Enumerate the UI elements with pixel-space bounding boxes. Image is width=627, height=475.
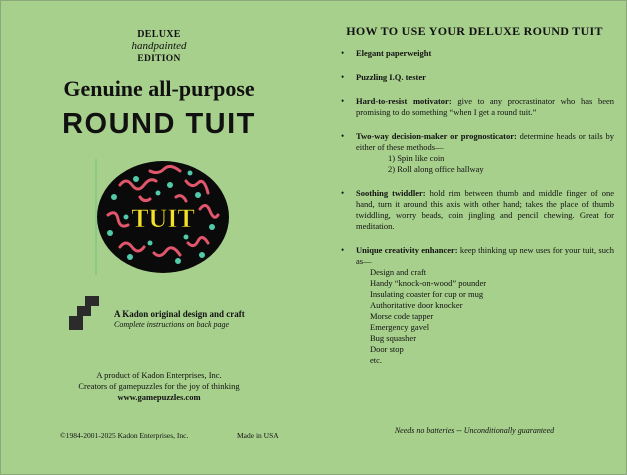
- use-item-text: determine heads or tails by either of these methods—: [356, 131, 614, 152]
- idea-item: Emergency gavel: [370, 322, 430, 332]
- edition-handpainted: handpainted: [131, 40, 187, 52]
- use-item-head: Hard-to-resist motivator:: [356, 96, 452, 106]
- kadon-logo-icon: [67, 296, 107, 332]
- use-item: [336, 48, 614, 59]
- use-item-head: Puzzling I.Q. tester: [356, 72, 426, 82]
- idea-item: etc.: [370, 355, 383, 365]
- product-info: [0, 370, 318, 403]
- made-in-usa: Made in USA: [237, 431, 279, 440]
- use-item-head: Two-way decision-maker or prognosticator:: [356, 131, 517, 141]
- subtitle-genuine: Genuine all-purpose: [63, 76, 255, 101]
- use-item: [336, 188, 614, 232]
- tuit-text: TUIT: [131, 204, 195, 233]
- use-item: [336, 72, 614, 83]
- product-company: A product of Kadon Enterprises, Inc.: [96, 370, 222, 380]
- use-item-text: hold rim between thumb and middle finger of one hand, turn it around this axis with other hand; takes the place of thumb twiddling, worry beads, coin jingling and pencil chewing. Great for meditation.: [356, 188, 614, 231]
- guarantee-footer: Needs no batteries -- Unconditionally guaranteed: [394, 426, 555, 435]
- idea-item: Door stop: [370, 344, 404, 354]
- use-item: [336, 131, 614, 175]
- idea-item: Design and craft: [370, 267, 427, 277]
- use-item: [336, 96, 614, 118]
- use-item: [336, 245, 614, 366]
- method-item: 1) Spin like coin: [388, 153, 445, 163]
- instructions-panel: [322, 0, 627, 475]
- use-item-head: Unique creativity enhancer:: [356, 245, 458, 255]
- round-tuit-logo: [90, 157, 230, 277]
- kadon-credit: A Kadon original design and craft: [114, 309, 245, 319]
- kadon-instructions-note: Complete instructions on back page: [114, 320, 230, 329]
- edition-label: EDITION: [137, 54, 181, 64]
- idea-item: Morse code tapper: [370, 311, 434, 321]
- copyright: ©1984-2001-2025 Kadon Enterprises, Inc.: [60, 431, 189, 440]
- idea-item: Insulating coaster for cup or mug: [370, 289, 484, 299]
- method-item: 2) Roll along office hallway: [388, 164, 484, 174]
- page-title: ROUND TUIT: [62, 108, 256, 140]
- product-tagline: Creators of gamepuzzles for the joy of thinking: [78, 381, 240, 391]
- edition-deluxe: DELUXE: [137, 29, 181, 40]
- instructions-title: HOW TO USE YOUR DELUXE ROUND TUIT: [346, 24, 603, 38]
- use-item-text: keep thinking up new uses for your tuit, such as—: [356, 245, 614, 266]
- use-item-text: give to any procrastinator who has been promising to do something “when I get a round tuit.”: [356, 96, 614, 117]
- product-website: www.gamepuzzles.com: [117, 392, 201, 402]
- idea-item: Bug squasher: [370, 333, 417, 343]
- idea-item: Authoritative door knocker: [370, 300, 463, 310]
- use-item-head: Soothing twiddler:: [356, 188, 426, 198]
- uses-list: [336, 48, 614, 366]
- use-item-head: Elegant paperweight: [356, 48, 432, 58]
- idea-item: Handy “knock-on-wood” pounder: [370, 278, 487, 288]
